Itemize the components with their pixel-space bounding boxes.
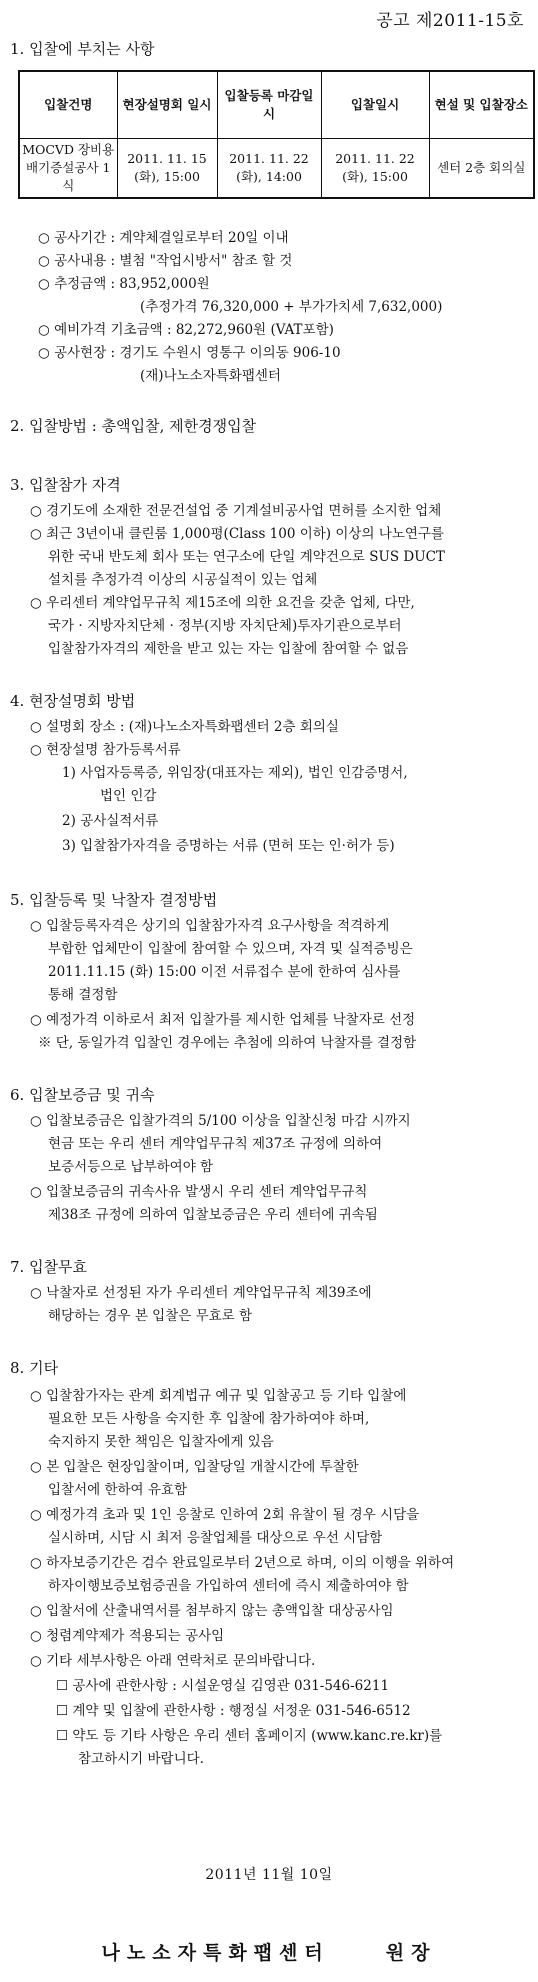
header-bid-name: 입찰건명 [19,71,117,139]
section-8-heading: 8. 기타 [10,1359,59,1377]
reg-line-6: ※ 단, 동일가격 입찰인 경우에는 추첨에 의하여 낙찰자를 결정함 [38,1035,417,1051]
item-base-price: ○ 예비가격 기초금액 : 82,272,960원 (VAT포함) [38,322,334,338]
misc-line-2: 필요한 모든 사항을 숙지한 후 입찰에 참가하여야 하며, [48,1411,370,1427]
invalid-line-1: ○ 낙찰자로 선정된 자가 우리센터 계약업무규칙 제39조에 [30,1285,372,1301]
header-registration-deadline: 입찰등록 마감일시 [217,71,321,139]
briefing-docs: ○ 현장설명 참가등록서류 [30,742,181,758]
cell-bid-place: 센터 2층 회의실 [429,139,534,199]
briefing-doc-1: 1) 사업자등록증, 위임장(대표자는 제외), 법인 인감증명서, [62,765,408,781]
misc-line-7: 실시하며, 시담 시 최저 응찰업체를 대상으로 우선 시담함 [48,1530,383,1546]
deposit-line-1: ○ 입찰보증금은 입찰가격의 5/100 이상을 입찰신청 마감 시까지 [30,1113,411,1129]
section-6-heading: 6. 입찰보증금 및 귀속 [10,1086,155,1104]
table-header-row [19,71,534,139]
cell-bid-time: 2011. 11. 22 (화), 15:00 [321,139,429,199]
qual-line-3: 위한 국내 반도체 회사 또는 연구소에 단일 계약건으로 SUS DUCT [48,549,445,565]
bid-info-table [18,70,535,199]
misc-line-11: ○ 청렴계약제가 적용되는 공사임 [30,1628,225,1644]
reg-line-2: 부합한 업체만이 입찰에 참여할 수 있으며, 자격 및 실적증빙은 [48,941,413,957]
qual-line-4: 설치를 추정가격 이상의 시공실적이 있는 업체 [48,572,318,588]
reg-line-4: 통해 결정함 [48,987,118,1003]
item-estimate-detail: (추정가격 76,320,000 + 부가가치세 7,632,000) [140,299,443,315]
reg-line-3: 2011.11.15 (화) 15:00 이전 서류접수 분에 한하여 심사를 [48,964,401,980]
item-site-detail: (재)나노소자특화팹센터 [140,368,281,384]
qual-line-6: 국가 · 지방자치단체 · 정부(지방 자치단체)투자기관으로부터 [48,618,402,634]
misc-line-5: 입찰서에 한하여 유효함 [48,1482,187,1498]
briefing-place: ○ 설명회 장소 : (재)나노소자특화팹센터 2층 회의실 [30,719,339,735]
reg-line-1: ○ 입찰등록자격은 상기의 입찰참가자격 요구사항을 적격하게 [30,918,390,934]
notice-date: 2011년 11월 10일 [205,1867,333,1883]
signer-organization: 나노소자특화팹센터 [101,1942,330,1964]
section-5-heading: 5. 입찰등록 및 낙찰자 결정방법 [10,891,218,909]
header-briefing-time: 현장설명회 일시 [117,71,217,139]
misc-line-12: ○ 기타 세부사항은 아래 연락처로 문의바랍니다. [30,1653,316,1669]
reg-line-5: ○ 예정가격 이하로서 최저 입찰가를 제시한 업체를 낙찰자로 선정 [30,1012,416,1028]
contact-website: ☐ 약도 등 기타 사항은 우리 센터 홈페이지 (www.kanc.re.kr)를 [56,1728,443,1744]
header-bid-place: 현설 및 입찰장소 [429,71,534,139]
qual-line-5: ○ 우리센터 계약업무규칙 제15조에 의한 요건을 갖춘 업체, 다만, [30,595,415,611]
misc-line-9: 하자이행보증보험증권을 가입하여 센터에 즉시 제출하여야 함 [48,1578,409,1594]
signer-title: 원장 [385,1942,437,1964]
misc-line-1: ○ 입찰참가자는 관계 회계법규 예규 및 입찰공고 등 기타 입찰에 [30,1388,407,1404]
deposit-line-2: 현금 또는 우리 센터 계약업무규칙 제37조 규정에 의하여 [48,1136,383,1152]
item-site: ○ 공사현장 : 경기도 수원시 영통구 이의동 906-10 [38,345,341,361]
section-2-heading: 2. 입찰방법 : 총액입찰, 제한경쟁입찰 [10,417,257,435]
misc-line-8: ○ 하자보증기간은 검수 완료일로부터 2년으로 하며, 이의 이행을 위하여 [30,1555,455,1571]
misc-line-10: ○ 입찰서에 산출내역서를 첨부하지 않는 총액입찰 대상공사임 [30,1603,394,1619]
header-bid-time: 입찰일시 [321,71,429,139]
invalid-line-2: 해당하는 경우 본 입찰은 무효로 함 [48,1308,253,1324]
qual-line-1: ○ 경기도에 소재한 전문건설업 중 기계설비공사업 면허를 소지한 업체 [30,503,442,519]
deposit-line-5: 제38조 규정에 의하여 입찰보증금은 우리 센터에 귀속됨 [48,1207,378,1223]
item-content: ○ 공사내용 : 별첨 "작업시방서" 참조 할 것 [38,253,293,269]
deposit-line-4: ○ 입찰보증금의 귀속사유 발생시 우리 센터 계약업무규칙 [30,1184,368,1200]
misc-line-6: ○ 예정가격 초과 및 1인 응찰로 인하여 2회 유찰이 될 경우 시담을 [30,1507,420,1523]
contact-contract: ☐ 계약 및 입찰에 관한사항 : 행정실 서정운 031-546-6512 [56,1703,411,1719]
briefing-doc-2: 2) 공사실적서류 [62,813,159,829]
qual-line-7: 입찰참가자격의 제한을 받고 있는 자는 입찰에 참여할 수 없음 [48,641,409,657]
notice-number: 공고 제2011-15호 [376,11,524,31]
section-7-heading: 7. 입찰무효 [10,1258,88,1276]
contact-construction: ☐ 공사에 관한사항 : 시설운영실 김영관 031-546-6211 [56,1678,390,1694]
table-row [19,139,534,199]
deposit-line-3: 보증서등으로 납부하여야 함 [48,1159,214,1175]
qual-line-2: ○ 최근 3년이내 클린룸 1,000평(Class 100 이하) 이상의 나노연구를 [30,526,444,542]
contact-website-cont: 참고하시기 바랍니다. [78,1751,204,1767]
signature-line [0,1938,538,1965]
section-3-heading: 3. 입찰참가 자격 [10,476,121,494]
section-1-heading: 1. 입찰에 부치는 사항 [10,40,155,58]
section-4-heading: 4. 현장설명회 방법 [10,692,136,710]
cell-briefing-time: 2011. 11. 15 (화), 15:00 [117,139,217,199]
misc-line-4: ○ 본 입찰은 현장입찰이며, 입찰당일 개찰시간에 투찰한 [30,1459,359,1475]
misc-line-3: 숙지하지 못한 책임은 입찰자에게 있음 [48,1434,274,1450]
cell-bid-name: MOCVD 장비용 배기증설공사 1식 [19,139,117,199]
briefing-doc-3: 3) 입찰참가자격을 증명하는 서류 (면허 또는 인·허가 등) [62,838,395,854]
cell-registration-deadline: 2011. 11. 22 (화), 14:00 [217,139,321,199]
item-estimate: ○ 추정금액 : 83,952,000원 [38,276,210,292]
briefing-doc-1-cont: 법인 인감 [100,788,157,804]
item-period: ○ 공사기간 : 계약체결일로부터 20일 이내 [38,230,289,246]
